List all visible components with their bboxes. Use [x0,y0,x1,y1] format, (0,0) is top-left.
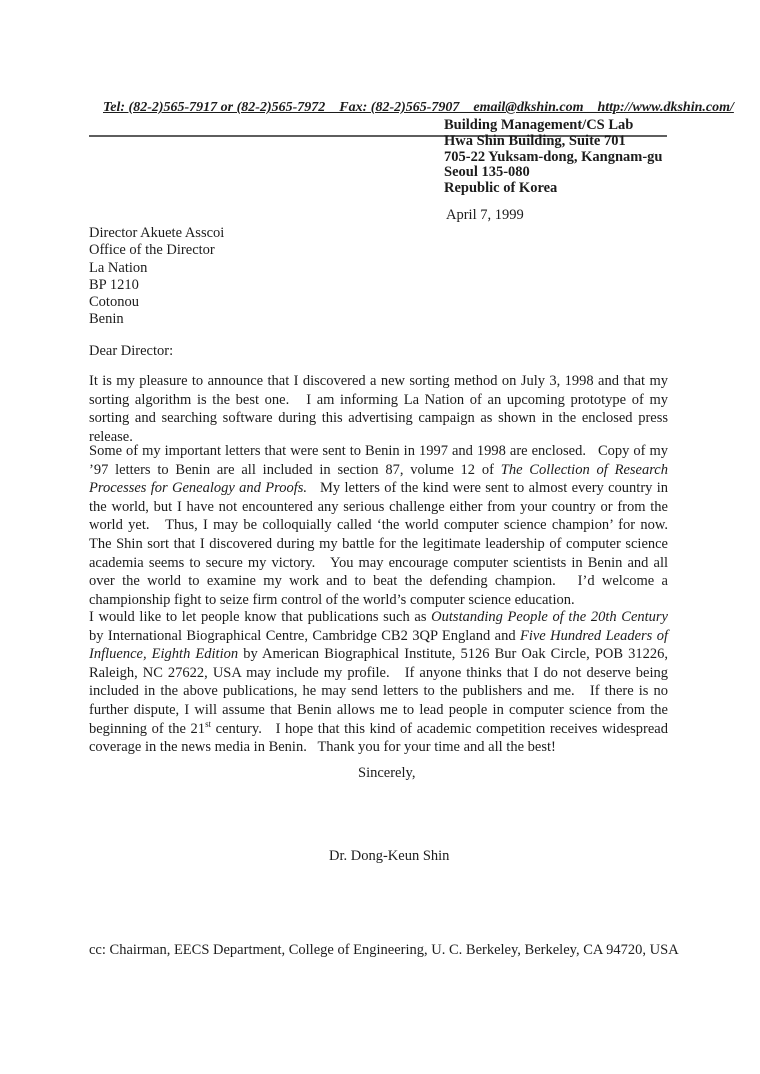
body-paragraph-2 [89,442,679,609]
recipient-address-line: Benin [89,311,124,328]
letterhead-contact-line: Tel: (82-2)565-7917 or (82-2)565-7972 Fax: (82-2)565-7907 email@dkshin.com http://www.dkshin.com/ [103,100,734,115]
salutation: Dear Director: [89,343,174,359]
sender-address-line: Republic of Korea [444,180,558,197]
paragraph-text: century. I hope that this kind of academic competition receives widespread coverage in the news media in Benin. Thank you for your time and all the best! [89,720,672,756]
sender-address-line: Building Management/CS Lab [444,117,634,133]
italic-title-text: Outstanding People of the 20th Century [431,609,668,625]
sender-address-line: Seoul 135-080 [444,164,530,181]
paragraph-text: It is my pleasure to announce that I discovered a new sorting method on July 3, 1998 and that my sorting algorithm is the best one. I am informing La Nation of an upcoming prototype of my sorting and searching software during this advertising campaign as shown in the enclosed press release. [89,373,672,445]
paragraph-text: My letters of the kind were sent to almost every country in the world, but I have not encountered any serious challenge either from your country or from the world yet. Thus, I may be colloquially called ‘the world computer science champion’ for now. The Shin sort that I discovered during my battle for the legitimate leadership of computer science academia seems to secure my victory. You may encourage computer scientists in Benin and all over the world to examine my work and to beat the defending champion. I’d welcome a championship fight to seize firm control of the world’s computer science education. [89,480,679,608]
sender-address-block [444,118,663,197]
valediction: Sincerely, [358,765,416,781]
paragraph-text: by International Biographical Centre, Cambridge CB2 3QP England and [89,609,672,644]
recipient-address-line: BP 1210 [89,276,139,293]
superscript-text: st [205,718,212,729]
italic-title-text: The Collection of Research Processes for Genealogy and Proofs. [89,461,672,497]
paragraph-text: by American Biographical Institute, 5126 Bur Oak Circle, POB 31226, Raleigh, NC 27622, USA may include my profile. If anyone thinks that I do not deserve being included in the above publications, he may send letters to the publishers and me. If there is no further dispute, I will assume that Benin allows me to lead people in computer science from the beginning of the 21 [89,646,672,737]
sender-address-line: 705-22 Yuksam-dong, Kangnam-gu [444,148,663,165]
recipient-address-line: Director Akuete Asscoi [89,225,225,241]
letter-date: April 7, 1999 [446,207,524,223]
paragraph-text: Some of my important letters that were sent to Benin in 1997 and 1998 are enclosed. Copy of my ’97 letters to Benin are all included in section 87, volume 12 of [89,443,672,478]
paragraph-text: I would like to let people know that publications such as [89,609,432,625]
recipient-address-line: La Nation [89,259,148,276]
body-paragraph-1 [89,372,672,446]
cc-line: cc: Chairman, EECS Department, College of Engineering, U. C. Berkeley, Berkeley, CA 94720, USA [89,942,679,958]
recipient-address-line: Office of the Director [89,242,215,259]
signature-name: Dr. Dong-Keun Shin [329,848,450,864]
recipient-address-block [89,225,224,329]
sender-address-line: Hwa Shin Building, Suite 701 [444,132,626,149]
body-paragraph-3 [89,608,672,757]
italic-title-text: Five Hundred Leaders of Influence, Eighth Edition [89,627,672,663]
recipient-address-line: Cotonou [89,294,139,311]
